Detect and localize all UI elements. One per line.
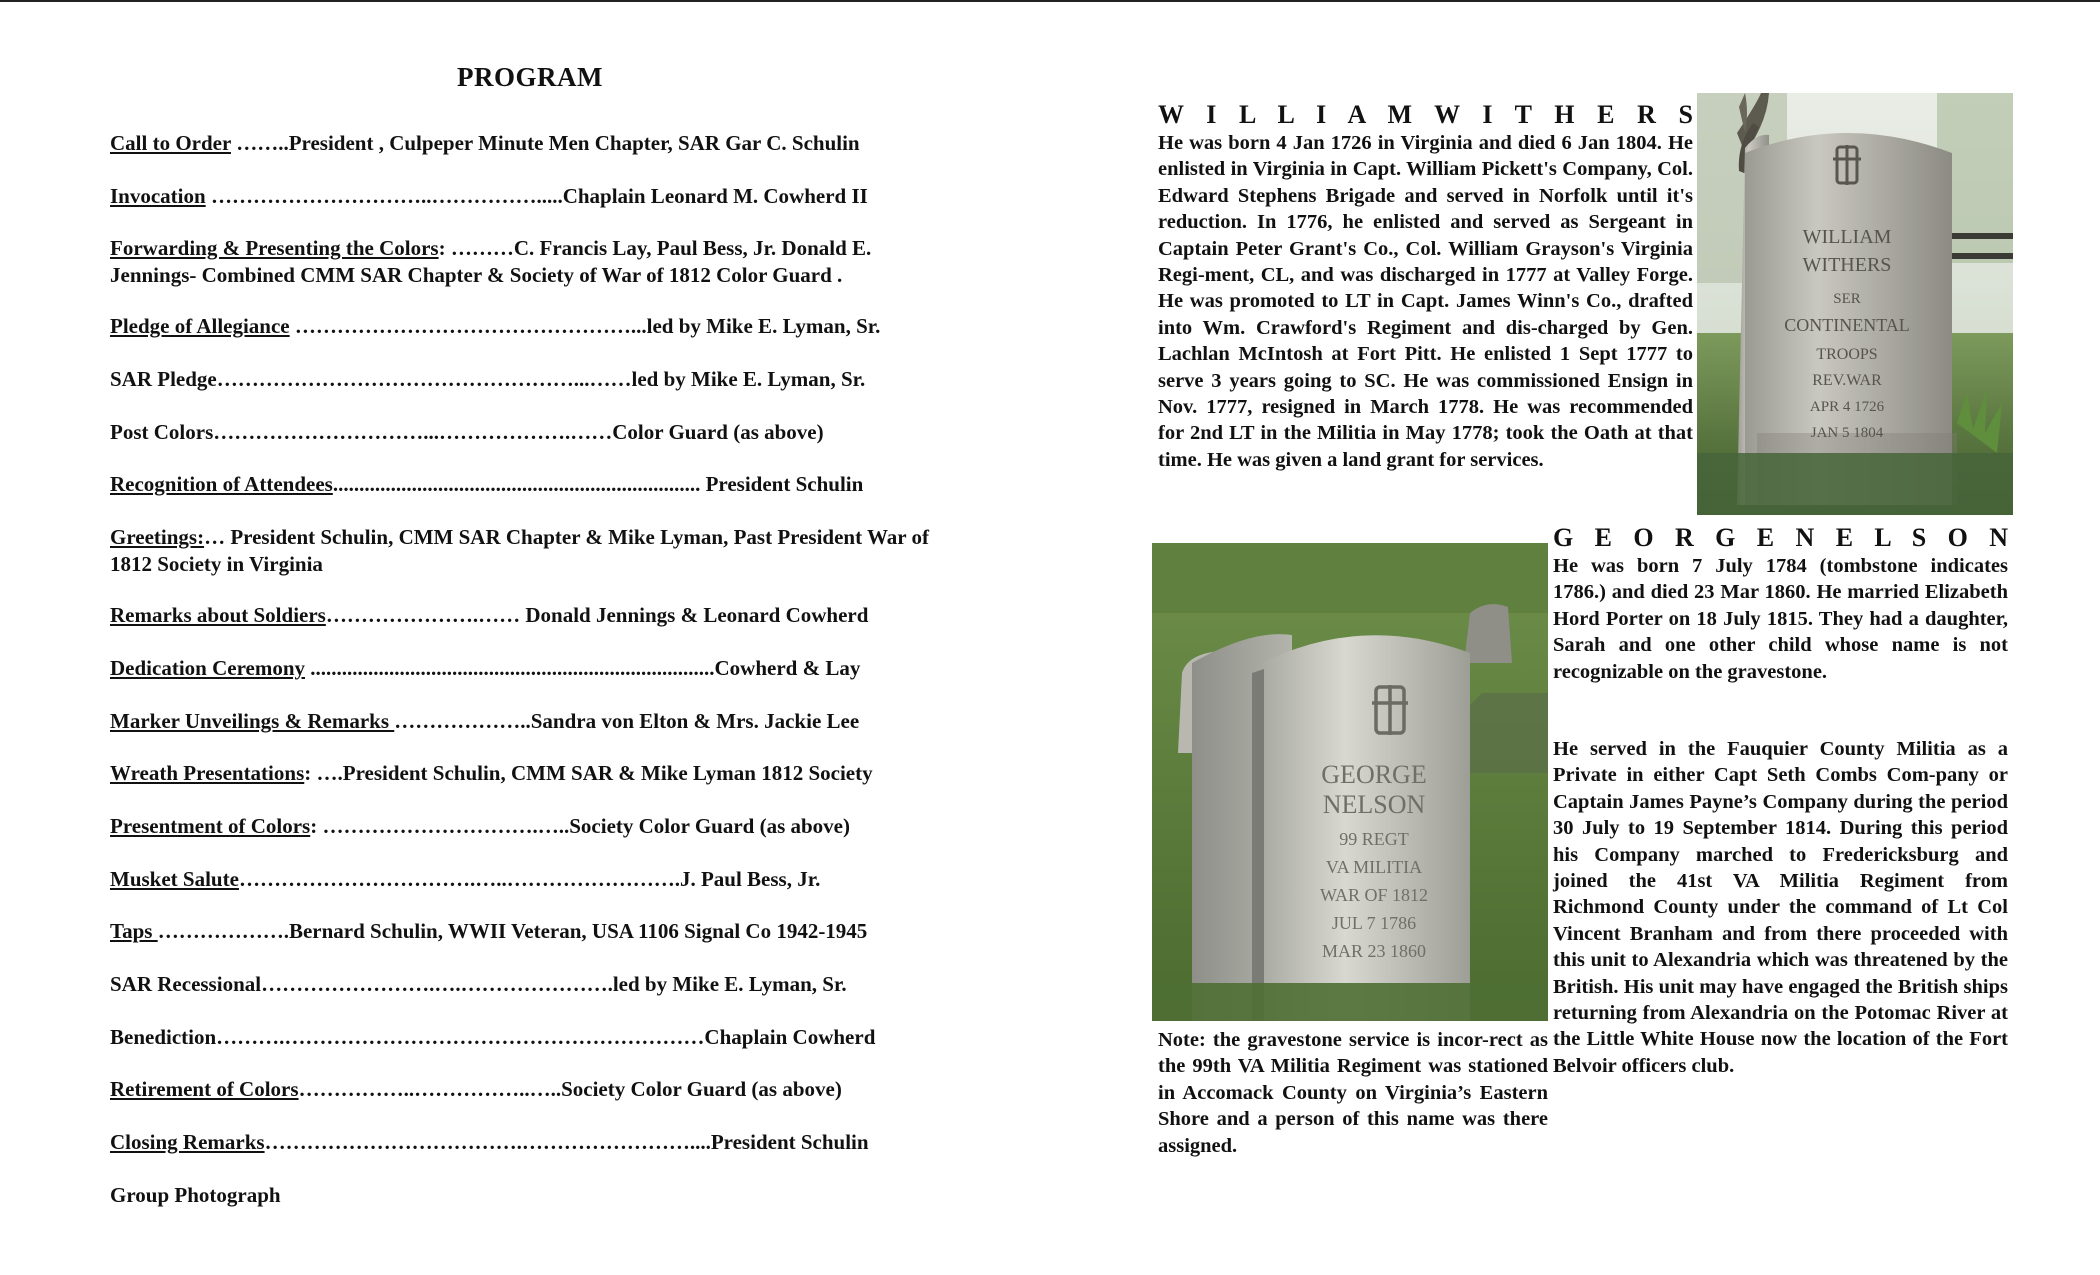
withers-stone-line: WILLIAM	[1802, 226, 1892, 248]
nelson-heading: G E O R G E N E L S O N	[1553, 523, 2008, 552]
withers-stone-line: WITHERS	[1802, 254, 1892, 276]
program-item: Closing Remarks……………………………….……………………....President Schulin	[110, 1130, 869, 1154]
program-item: Presentment of Colors: ………………………….…..Society Color Guard (as above)	[110, 814, 850, 838]
nelson-stone-line: JUL 7 1786	[1331, 913, 1417, 933]
withers-heading: W I L L I A M W I T H E R S	[1158, 100, 1693, 129]
program-item: Recognition of Attendees...................................................................... President Schulin	[110, 472, 864, 496]
nelson-stone-line: NELSON	[1322, 790, 1426, 819]
withers-stone-line: CONTINENTAL	[1784, 315, 1910, 335]
nelson-bio-life: He was born 7 July 1784 (tombstone indicates 1786.) and died 23 Mar 1860. He married Elizabeth Hord Porter on 18 July 1815. They had a daughter, Sarah and one other child whose name is not recognizable on the gravestone.	[1553, 555, 2008, 683]
nelson-stone-line: WAR OF 1812	[1319, 885, 1429, 905]
nelson-stone-line: 99 REGT	[1339, 829, 1409, 849]
program-item: Group Photograph	[110, 1183, 281, 1207]
withers-stone-line: JAN 5 1804	[1810, 425, 1884, 441]
nelson-gravestone-photo	[1152, 543, 1548, 1021]
program-item: Post Colors…………………………...……………….……Color Guard (as above)	[110, 420, 824, 444]
program-item: Taps ……………….Bernard Schulin, WWII Veteran, USA 1106 Signal Co 1942-1945	[110, 919, 868, 943]
program-item: Invocation …………………………..…………….....Chaplain Leonard M. Cowherd II	[110, 184, 868, 208]
program-item: SAR Pledge……………………………………………...……led by Mike E. Lyman, Sr.	[110, 367, 866, 391]
program-item: Remarks about Soldiers………………….…… Donald Jennings & Leonard Cowherd	[110, 603, 869, 627]
nelson-bio-service: He served in the Fauquier County Militia as a Private in either Capt Seth Combs Com-pany or Captain James Payne’s Company during the period 30 July to 19 September 1814. During this period his Company marched to Fredericksburg and joined the 41st VA Militia Regiment from Richmond County under the command of Lt Col Vincent Branham and from there proceeded with this unit to Alexandria which was threatened by the British. His unit may have engaged the British ships returning from Alexandria on the Potomac River at the Little White House now the location of the Fort Belvoir officers club.	[1553, 738, 2008, 1077]
program-item: Retirement of Colors……………..……………..…..Society Color Guard (as above)	[110, 1077, 842, 1101]
withers-stone-line: APR 4 1726	[1809, 399, 1885, 415]
program-item: Marker Unveilings & Remarks ………………..Sandra von Elton & Mrs. Jackie Lee	[110, 709, 860, 733]
program-item: Forwarding & Presenting the Colors: ………C. Francis Lay, Paul Bess, Jr. Donald E. Jennings- Combined CMM SAR Chapter & Society of War of 1812 Color Guard .	[110, 236, 872, 287]
program-item: Greetings:… President Schulin, CMM SAR Chapter & Mike Lyman, Past President War of 1812 Society in Virginia	[110, 525, 929, 576]
nelson-stone-line: MAR 23 1860	[1321, 941, 1427, 961]
program-title: PROGRAM	[457, 62, 603, 92]
program-item: Wreath Presentations: ….President Schulin, CMM SAR & Mike Lyman 1812 Society	[110, 761, 873, 785]
program-item: Call to Order ……..President , Culpeper Minute Men Chapter, SAR Gar C. Schulin	[110, 131, 860, 155]
withers-stone-line: TROOPS	[1816, 346, 1878, 363]
nelson-gravestone-note: Note: the gravestone service is incor-rect as the 99th VA Militia Regiment was stationed in Accomack County on Virginia’s Eastern Shore and a person of this name was there assigned.	[1158, 1029, 1548, 1157]
nelson-stone-line: GEORGE	[1321, 760, 1427, 789]
top-rule	[0, 0, 2100, 2]
program-item: SAR Recessional…………………….….………………….led by Mike E. Lyman, Sr.	[110, 972, 847, 996]
program-item: Dedication Ceremony .............................................................................Cowherd & Lay	[110, 656, 861, 680]
nelson-stone-line: VA MILITIA	[1325, 857, 1423, 877]
withers-stone-line: SER	[1833, 291, 1861, 307]
program-item: Benediction……….……………………………………………………Chaplain Cowherd	[110, 1025, 876, 1049]
program-item: Pledge of Allegiance …………………………………………...led by Mike E. Lyman, Sr.	[110, 314, 881, 338]
withers-gravestone-photo	[1697, 93, 2013, 515]
withers-stone-line: REV.WAR	[1812, 372, 1882, 389]
program-item: Musket Salute…………………………….…..…………………….J. Paul Bess, Jr.	[110, 867, 821, 891]
withers-bio: He was born 4 Jan 1726 in Virginia and died 6 Jan 1804. He enlisted in Virginia in Capt. William Pickett's Company, Col. Edward Stephens Brigade and served in Norfolk until it's reduction. In 1776, he enlisted and served as Sergeant in Captain Peter Grant's Co., Col. William Grayson's Virginia Regi-ment, CL, and was discharged in 1777 at Valley Forge. He was promoted to LT in Capt. James Winn's Co., drafted into Wm. Crawford's Regiment and dis-charged by Gen. Lachlan McIntosh at Fort Pitt. He enlisted 1 Sept 1777 to serve 3 years going to SC. He was commissioned Ensign in Nov. 1777, resigned in March 1778. He was recommended for 2nd LT in the Militia in May 1778; took the Oath at that time. He was given a land grant for services.	[1158, 132, 1693, 471]
